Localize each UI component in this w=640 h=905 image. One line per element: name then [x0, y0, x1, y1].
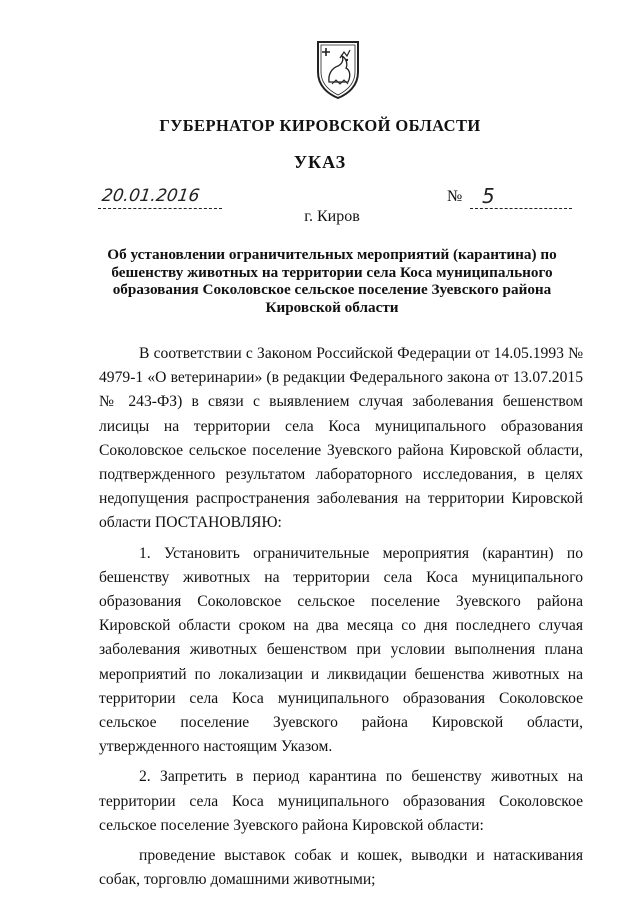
city: г. Киров — [304, 208, 360, 225]
date-value: 20.01.2016 — [100, 186, 201, 206]
date-field — [98, 186, 222, 209]
clause-2-paragraph: 2. Запретить в период карантина по бешенству животных на территории села Коса муниципального образования Соколовское сельское поселение Зуевского района Кировской области: — [99, 768, 583, 834]
document-type: УКАЗ — [293, 152, 347, 172]
decree-subject: Об установлении ограничительных мероприятий (карантина) по бешенству животных на территории села Коса муниципального образования Соколовское сельское поселение Зуевского района Кировской области — [107, 246, 557, 316]
issuer-title: ГУБЕРНАТОР КИРОВСКОЙ ОБЛАСТИ — [159, 116, 481, 135]
clause-2-item-paragraph: проведение выставок собак и кошек, выводки и натаскивания собак, торговлю домашними животными; — [99, 847, 583, 889]
clause-1-paragraph: 1. Установить ограничительные мероприятия (карантин) по бешенству животных на территории села Коса муниципального образования Соколовское сельское поселение Зуевского района Кировской области сроком на два месяца со дня последнего случая заболевания животных бешенством при условии выполнения плана мероприятий по локализации и ликвидации бешенства животных на территории села Коса муниципального образования Соколовское сельское поселение Зуевского района Кировской области, утвержденного настоящим Указом. — [99, 544, 583, 756]
number-value: 5 — [482, 184, 495, 208]
decree-body — [99, 342, 583, 892]
preamble-paragraph: В соответствии с Законом Российской Федерации от 14.05.1993 № 4979-1 «О ветеринарии» (в редакции Федерального закона от 13.07.2015 № 243-ФЗ) в связи с выявлением случая заболевания бешенством лисицы на территории села Коса муниципального образования Соколовское сельское поселение Зуевского района Кировской области, подтвержденного результатом лабораторного исследования, в целях недопущения распространения заболевания на территории Кировской области ПОСТАНОВЛЯЮ: — [99, 345, 583, 532]
coat-of-arms-icon — [314, 38, 362, 100]
number-field — [470, 186, 572, 209]
number-label: № — [447, 188, 463, 205]
